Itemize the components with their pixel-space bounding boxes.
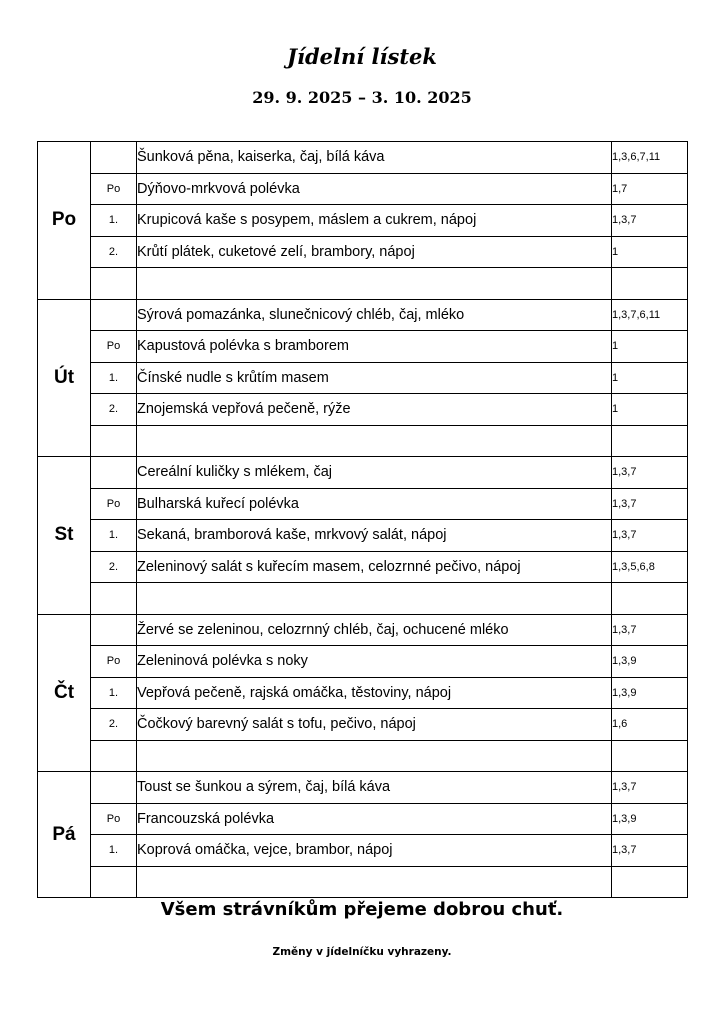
allergens: 1,3,9 <box>612 646 688 678</box>
menu-row <box>38 362 688 394</box>
allergens: 1,3,7 <box>612 520 688 552</box>
menu-row <box>38 520 688 552</box>
course-code: 2. <box>91 551 137 583</box>
menu-row <box>38 772 688 804</box>
meal-description: Sýrová pomazánka, slunečnicový chléb, čaj, mléko <box>137 299 612 331</box>
course-code <box>91 457 137 489</box>
day-label: Pá <box>38 772 91 898</box>
course-code <box>91 142 137 174</box>
empty-cell <box>137 268 612 300</box>
menu-row <box>38 646 688 678</box>
meal-description: Čočkový barevný salát s tofu, pečivo, nápoj <box>137 709 612 741</box>
empty-cell <box>612 866 688 898</box>
allergens: 1 <box>612 331 688 363</box>
menu-row <box>38 709 688 741</box>
course-code: Po <box>91 488 137 520</box>
empty-cell <box>137 583 612 615</box>
menu-row <box>38 299 688 331</box>
course-code: 1. <box>91 677 137 709</box>
menu-row <box>38 142 688 174</box>
course-code: 1. <box>91 205 137 237</box>
course-code: 2. <box>91 394 137 426</box>
menu-row <box>38 551 688 583</box>
meal-description: Čínské nudle s krůtím masem <box>137 362 612 394</box>
allergens: 1 <box>612 394 688 426</box>
menu-row <box>38 677 688 709</box>
menu-row <box>38 488 688 520</box>
allergens: 1,3,7 <box>612 205 688 237</box>
empty-cell <box>612 740 688 772</box>
course-code: Po <box>91 173 137 205</box>
course-code <box>91 772 137 804</box>
course-code: 1. <box>91 520 137 552</box>
empty-cell <box>137 425 612 457</box>
meal-description: Krůtí plátek, cuketové zelí, brambory, nápoj <box>137 236 612 268</box>
menu-table-body <box>38 142 688 898</box>
meal-description: Koprová omáčka, vejce, brambor, nápoj <box>137 835 612 867</box>
meal-description: Francouzská polévka <box>137 803 612 835</box>
meal-description: Vepřová pečeně, rajská omáčka, těstoviny, nápoj <box>137 677 612 709</box>
course-code: 1. <box>91 362 137 394</box>
allergens: 1,3,7 <box>612 614 688 646</box>
empty-cell <box>91 425 137 457</box>
course-code: Po <box>91 331 137 363</box>
menu-row <box>38 236 688 268</box>
meal-description: Kapustová polévka s bramborem <box>137 331 612 363</box>
meal-description: Toust se šunkou a sýrem, čaj, bílá káva <box>137 772 612 804</box>
menu-row <box>38 331 688 363</box>
menu-table <box>37 141 688 898</box>
allergens: 1,3,9 <box>612 677 688 709</box>
empty-cell <box>91 268 137 300</box>
allergens: 1,3,9 <box>612 803 688 835</box>
allergens: 1,3,6,7,11 <box>612 142 688 174</box>
spacer-row <box>38 583 688 615</box>
menu-row <box>38 173 688 205</box>
spacer-row <box>38 866 688 898</box>
empty-cell <box>612 268 688 300</box>
meal-description: Bulharská kuřecí polévka <box>137 488 612 520</box>
empty-cell <box>612 583 688 615</box>
course-code <box>91 299 137 331</box>
allergens: 1,3,5,6,8 <box>612 551 688 583</box>
meal-description: Cereální kuličky s mlékem, čaj <box>137 457 612 489</box>
allergens: 1,3,7 <box>612 835 688 867</box>
menu-row <box>38 457 688 489</box>
empty-cell <box>612 425 688 457</box>
day-label: Po <box>38 142 91 300</box>
meal-description: Zeleninová polévka s noky <box>137 646 612 678</box>
footer-wish: Všem strávníkům přejeme dobrou chuť. <box>160 899 564 920</box>
menu-row <box>38 614 688 646</box>
spacer-row <box>38 425 688 457</box>
course-code <box>91 614 137 646</box>
meal-description: Krupicová kaše s posypem, máslem a cukrem, nápoj <box>137 205 612 237</box>
empty-cell <box>91 740 137 772</box>
empty-cell <box>137 740 612 772</box>
course-code: Po <box>91 646 137 678</box>
menu-row <box>38 835 688 867</box>
allergens: 1,7 <box>612 173 688 205</box>
menu-title: Jídelní lístek <box>287 44 437 69</box>
allergens: 1 <box>612 236 688 268</box>
spacer-row <box>38 268 688 300</box>
meal-description: Dýňovo-mrkvová polévka <box>137 173 612 205</box>
allergens: 1,6 <box>612 709 688 741</box>
day-label: Út <box>38 299 91 457</box>
meal-description: Sekaná, bramborová kaše, mrkvový salát, nápoj <box>137 520 612 552</box>
allergens: 1 <box>612 362 688 394</box>
footer-note: Změny v jídelníčku vyhrazeny. <box>272 946 452 958</box>
empty-cell <box>91 583 137 615</box>
meal-description: Žervé se zeleninou, celozrnný chléb, čaj, ochucené mléko <box>137 614 612 646</box>
course-code: Po <box>91 803 137 835</box>
course-code: 1. <box>91 835 137 867</box>
day-label: Čt <box>38 614 91 772</box>
empty-cell <box>137 866 612 898</box>
empty-cell <box>91 866 137 898</box>
meal-description: Znojemská vepřová pečeně, rýže <box>137 394 612 426</box>
course-code: 2. <box>91 236 137 268</box>
allergens: 1,3,7 <box>612 457 688 489</box>
date-range: 29. 9. 2025 – 3. 10. 2025 <box>252 88 472 107</box>
allergens: 1,3,7 <box>612 772 688 804</box>
menu-row <box>38 803 688 835</box>
allergens: 1,3,7,6,11 <box>612 299 688 331</box>
allergens: 1,3,7 <box>612 488 688 520</box>
menu-row <box>38 205 688 237</box>
course-code: 2. <box>91 709 137 741</box>
meal-description: Zeleninový salát s kuřecím masem, celozrnné pečivo, nápoj <box>137 551 612 583</box>
day-label: St <box>38 457 91 615</box>
spacer-row <box>38 740 688 772</box>
meal-description: Šunková pěna, kaiserka, čaj, bílá káva <box>137 142 612 174</box>
menu-row <box>38 394 688 426</box>
